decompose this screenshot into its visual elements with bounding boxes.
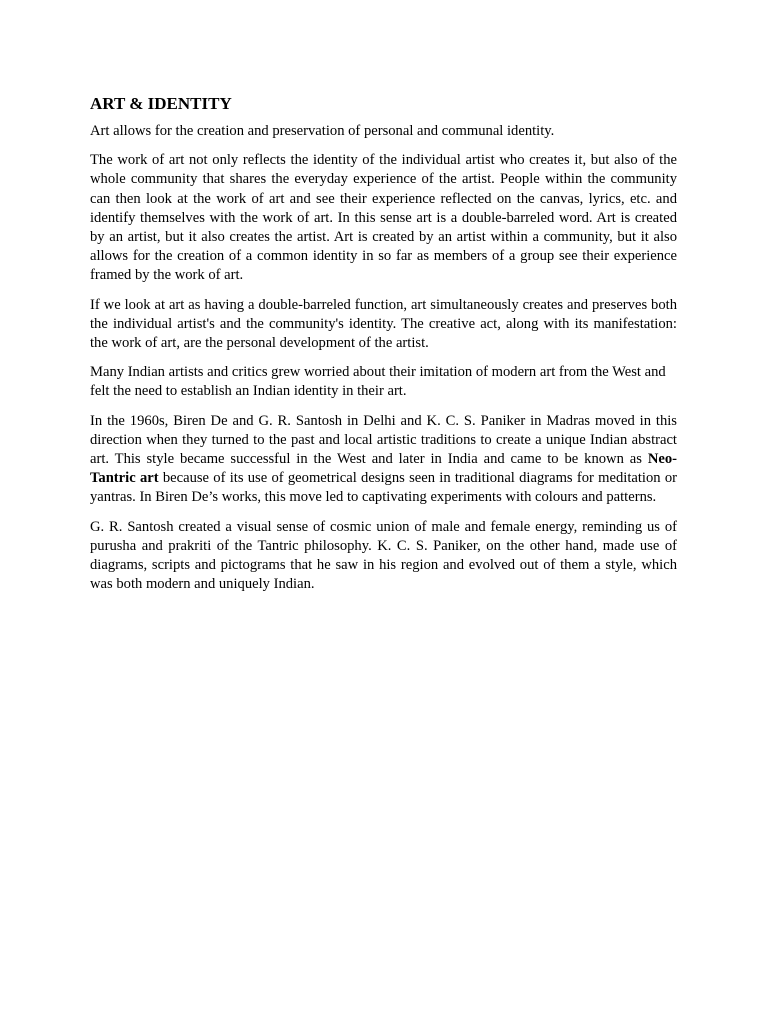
paragraph-neo-tantric-text-before: In the 1960s, Biren De and G. R. Santosh in Delhi and K. C. S. Paniker in Madras moved in this direction when they turned to the past and local artistic traditions to create a unique Indian abstract art. This style became successful in the West and later in India and came to be known as — [90, 412, 677, 468]
document-title: ART & IDENTITY — [90, 94, 232, 113]
paragraph-community-identity: The work of art not only reflects the identity of the individual artist who creates it, but also of the whole community that shares the everyday experience of the artist. People within the community can then look at the work of art and see their experience reflected on the canvas, lyrics, etc. and identify themselves with the work of art. In this sense art is a double-barreled word. Art is created by an artist, but it also creates the artist. Art is created by an artist within a community, but it also allows for the creation of a common identity in so far as members of a group see their experience framed by the work of art. — [90, 152, 677, 284]
paragraph-santosh-paniker: G. R. Santosh created a visual sense of cosmic union of male and female energy, reminding us of purusha and prakriti of the Tantric philosophy. K. C. S. Paniker, on the other hand, made use of diagrams, scripts and pictograms that he saw in his region and evolved out of them a style, which was both modern and uniquely Indian. — [90, 518, 677, 593]
paragraph-neo-tantric-text-after: because of its use of geometrical designs seen in traditional diagrams for meditation or yantras. In Biren De’s works, this move led to captivating experiments with colours and patterns. — [90, 470, 677, 506]
paragraph-neo-tantric — [90, 412, 677, 508]
paragraph-intro: Art allows for the creation and preservation of personal and communal identity. — [90, 123, 555, 139]
document-page — [90, 93, 677, 604]
neo-tantric-art-term: Neo-Tantric art — [90, 451, 677, 487]
paragraph-indian-artists: Many Indian artists and critics grew worried about their imitation of modern art from the West and felt the need to establish an Indian identity in their art. — [90, 364, 666, 400]
paragraph-double-barreled-function: If we look at art as having a double-barreled function, art simultaneously creates and preserves both the individual artist's and the community's identity. The creative act, along with its manifestation: the work of art, are the personal development of the artist. — [90, 296, 677, 352]
